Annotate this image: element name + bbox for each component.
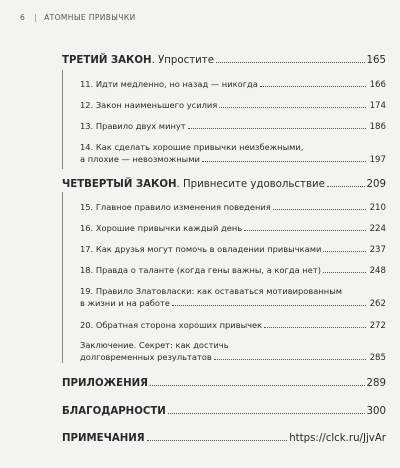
ch20-title: 20. Обратная сторона хороших привычек [80, 320, 263, 330]
leader-dots [264, 327, 366, 328]
toc-entry-ch16 [80, 223, 386, 234]
leader-dots [327, 186, 365, 187]
thanks-page: 300 [366, 406, 386, 417]
ch16-page: 224 [369, 224, 386, 234]
ch14-line2: а плохие — невозможными [80, 154, 200, 164]
leader-dots [214, 359, 366, 360]
toc-entry-law3 [62, 55, 386, 66]
toc-entry-ch13 [80, 121, 386, 132]
toc-entry-thanks [62, 406, 386, 417]
toc-entry-law4 [62, 179, 386, 190]
notes-title: ПРИМЕЧАНИЯ [62, 433, 145, 444]
law3-bold: ТРЕТИЙ ЗАКОН [62, 55, 152, 66]
header-book-title: АТОМНЫЕ ПРИВЫЧКИ [44, 13, 136, 22]
leader-dots [260, 86, 366, 87]
ch12-page: 174 [369, 101, 386, 111]
conclusion-line2: долговременных результатов [80, 352, 212, 362]
ch11-title: 11. Идти медленно, но назад — никогда [80, 79, 258, 89]
leader-dots [219, 107, 366, 108]
toc-entry-notes [62, 433, 386, 444]
thanks-title: БЛАГОДАРНОСТИ [62, 406, 166, 417]
leader-dots [273, 209, 366, 210]
running-header [20, 13, 136, 22]
appendix-page: 289 [366, 378, 386, 389]
leader-dots [147, 440, 288, 441]
leader-dots [244, 230, 366, 231]
toc-entry-ch11 [80, 79, 386, 90]
header-separator: | [34, 13, 38, 22]
section-rule-law4 [62, 192, 63, 363]
ch15-title: 15. Главное правило изменения поведения [80, 202, 271, 212]
ch13-title: 13. Правило двух минут [80, 121, 186, 131]
ch14-page: 197 [369, 155, 386, 165]
leader-dots [168, 413, 365, 414]
toc-entry-ch14 [80, 142, 386, 165]
ch19-line2: в жизни и на работе [80, 298, 170, 308]
ch14-line1: 14. Как сделать хорошие привычки неизбежными, [80, 142, 304, 152]
section-rule-law3 [62, 70, 63, 169]
ch13-page: 186 [369, 122, 386, 132]
ch12-title: 12. Закон наименьшего усилия [80, 100, 218, 110]
ch19-line1: 19. Правило Златовласки: как оставаться мотивированным [80, 286, 343, 296]
law3-rest: . Упростите [151, 55, 214, 66]
ch11-page: 166 [369, 80, 386, 90]
ch15-page: 210 [369, 203, 386, 213]
notes-link[interactable]: https://clck.ru/JjvAr [289, 433, 386, 444]
ch18-title: 18. Правда о таланте (когда гены важны, а когда нет) [80, 265, 321, 275]
leader-dots [323, 251, 366, 252]
leader-dots [323, 272, 366, 273]
conclusion-line1: Заключение. Секрет: как достичь [80, 340, 229, 350]
ch16-title: 16. Хорошие привычки каждый день [80, 223, 243, 233]
toc-entry-conclusion [80, 340, 386, 363]
toc-entry-ch18 [80, 265, 386, 276]
ch18-page: 248 [369, 266, 386, 276]
leader-dots [216, 62, 365, 63]
leader-dots [202, 161, 366, 162]
leader-dots [188, 128, 366, 129]
toc-entry-ch15 [80, 202, 386, 213]
leader-dots [150, 385, 365, 386]
appendix-title: ПРИЛОЖЕНИЯ [62, 378, 148, 389]
toc-entry-ch20 [80, 320, 386, 331]
toc-entry-ch17 [80, 244, 386, 255]
law4-page: 209 [366, 179, 386, 190]
law4-bold: ЧЕТВЕРТЫЙ ЗАКОН [62, 179, 177, 190]
leader-dots [172, 305, 366, 306]
header-page-number: 6 [20, 13, 26, 22]
law4-rest: . Привнесите удовольствие [176, 179, 325, 190]
conclusion-page: 285 [369, 353, 386, 363]
toc-entry-appendix [62, 378, 386, 389]
ch20-page: 272 [369, 321, 386, 331]
toc-entry-ch19 [80, 286, 386, 309]
law3-page: 165 [366, 55, 386, 66]
ch19-page: 262 [369, 299, 386, 309]
ch17-page: 237 [369, 245, 386, 255]
ch17-title: 17. Как друзья могут помочь в овладении привычками [80, 244, 322, 254]
toc-entry-ch12 [80, 100, 386, 111]
